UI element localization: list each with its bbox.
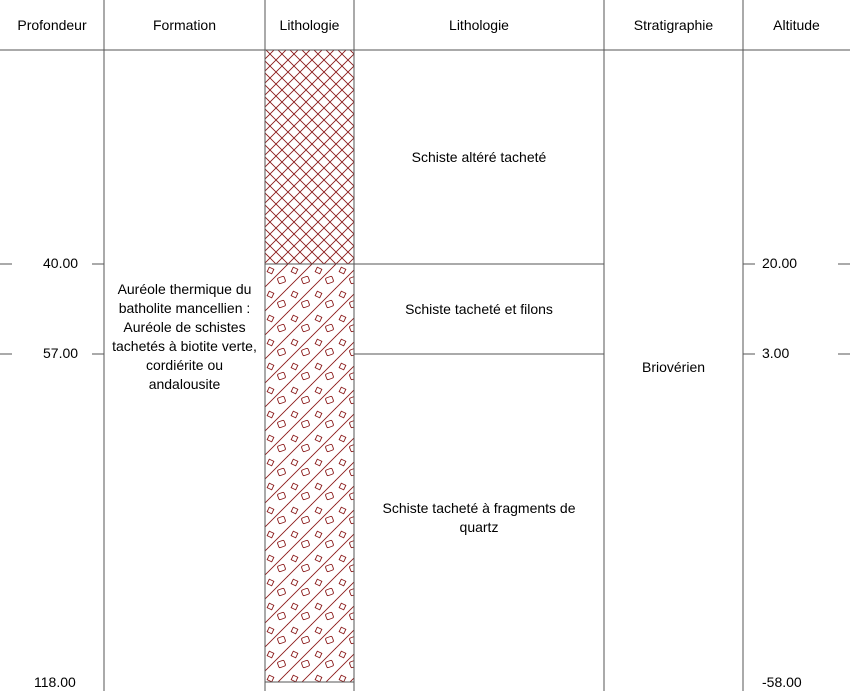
altitude-label: -58.00 xyxy=(762,674,802,690)
stratigraphy-text: Briovérien xyxy=(641,358,706,375)
pattern-layer-1 xyxy=(265,50,354,264)
layer-description-2: Schiste tacheté et filons xyxy=(405,300,553,317)
header-formation: Formation xyxy=(152,17,217,33)
header-stratigraphie: Stratigraphie xyxy=(633,17,714,33)
layer-description-1: Schiste altéré tacheté xyxy=(411,148,547,165)
depth-label: 40.00 xyxy=(43,255,79,271)
formation-text: Auréole thermique du batholite mancellien : Auréole de schistes tachetés à biotite verte, cordiérite ou andalousite xyxy=(112,281,257,392)
depth-label: 57.00 xyxy=(43,345,79,361)
layer-description-3: Schiste tacheté à fragments de quartz xyxy=(382,500,576,535)
altitude-label: 20.00 xyxy=(762,255,798,271)
pattern-layer-2 xyxy=(265,264,354,682)
header-profondeur: Profondeur xyxy=(17,17,87,33)
header-lithologie-description: Lithologie xyxy=(449,17,509,33)
depth-label: 118.00 xyxy=(34,674,76,690)
altitude-label: 3.00 xyxy=(762,345,790,361)
header-altitude: Altitude xyxy=(773,17,820,33)
header-lithologie-pattern: Lithologie xyxy=(279,17,340,33)
